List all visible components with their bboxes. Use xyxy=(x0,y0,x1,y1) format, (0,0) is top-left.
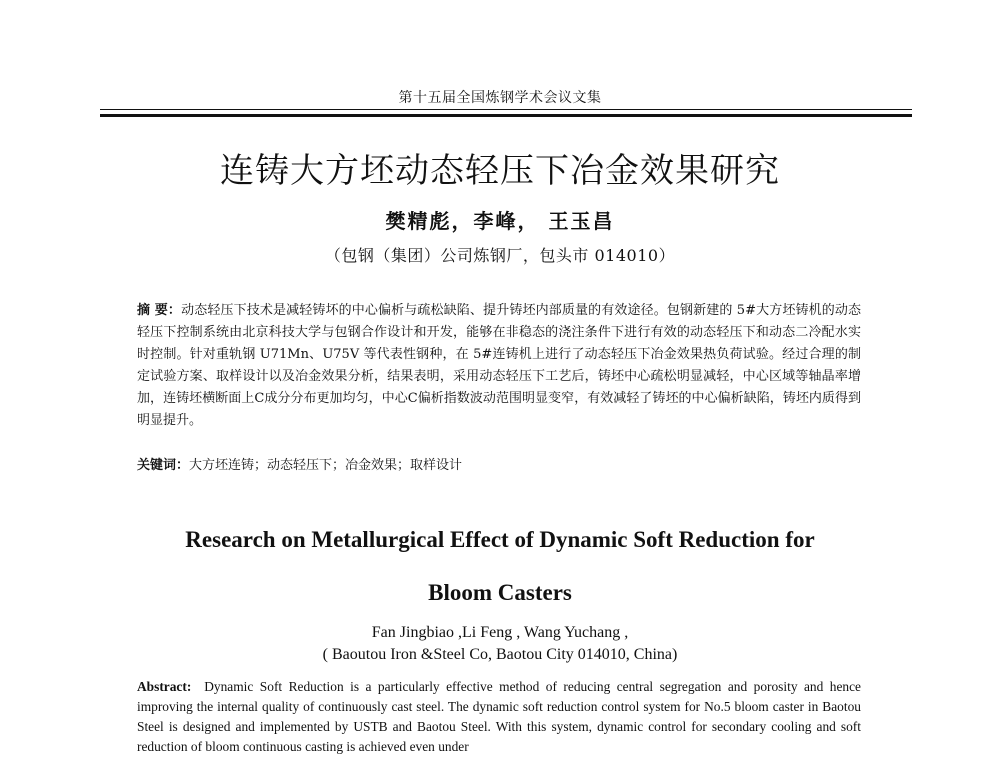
abstract-label-chinese: 摘 要： xyxy=(137,303,182,318)
abstract-text-chinese: 动态轻压下技术是减轻铸坏的中心偏析与疏松缺陷、提升铸坯内部质量的有效途径。包钢新建的 5#大方坯铸机的动态轻压下控制系统由北京科技大学与包钢合作设计和开发，能够在非稳态的浇注条件下进行有效的动态轻压下和动态二冷配水实时控制。针对重轨钢 U71Mn、U75V 等代表性钢种，在 5#连铸机上进行了动态轻压下冶金效果热负荷试验。经过合理的制定试验方案、取样设计以及冶金效果分析，结果表明，采用动态轻压下工艺后，铸坯中心疏松明显减轻，中心区域等轴晶率增加，连铸坯横断面上C成分分布更加均匀，中心C偏析指数波动范围明显变窄，有效减轻了铸坯的中心偏析缺陷，铸坯内质得到明显提升。 xyxy=(137,303,862,428)
abstract-text-english: Dynamic Soft Reduction is a particularly effective method of reducing central segregation and porosity and hence improving the internal quality of continuously cast steel. The dynamic soft reduction control system for No.5 bloom caster in Baotou Steel is designed and implemented by USTB and Baotou Steel. With this system, dynamic control for secondary cooling and soft reduction of bloom continuous casting is achieved even under xyxy=(137,679,862,754)
abstract-label-english: Abstract: xyxy=(137,679,192,694)
authors-chinese: 樊精彪，李峰， 王玉昌 xyxy=(385,209,615,233)
proceedings-header: 第十五届全国炼钢学术会议文集 xyxy=(398,90,602,106)
authors-english: Fan Jingbiao ,Li Feng , Wang Yuchang , xyxy=(371,624,629,641)
abstract-english xyxy=(137,677,861,757)
affiliation-chinese: （包钢（集团）公司炼钢厂，包头市 014010） xyxy=(324,246,676,265)
paper-title-english-line2: Bloom Casters xyxy=(428,580,572,605)
keywords-text-chinese: 大方坯连铸；动态轻压下；冶金效果；取样设计 xyxy=(189,458,463,473)
affiliation-english: ( Baoutou Iron &Steel Co, Baotou City 014010, China) xyxy=(322,646,678,663)
keywords-label-chinese: 关键词： xyxy=(137,458,190,473)
keywords-chinese xyxy=(137,456,861,476)
header-rule-thin xyxy=(100,109,912,110)
abstract-chinese xyxy=(137,300,861,432)
paper-title-english-line1: Research on Metallurgical Effect of Dynamic Soft Reduction for xyxy=(185,527,815,552)
paper-title-chinese: 连铸大方坯动态轻压下冶金效果研究 xyxy=(220,151,780,191)
header-rule-thick xyxy=(100,114,912,117)
